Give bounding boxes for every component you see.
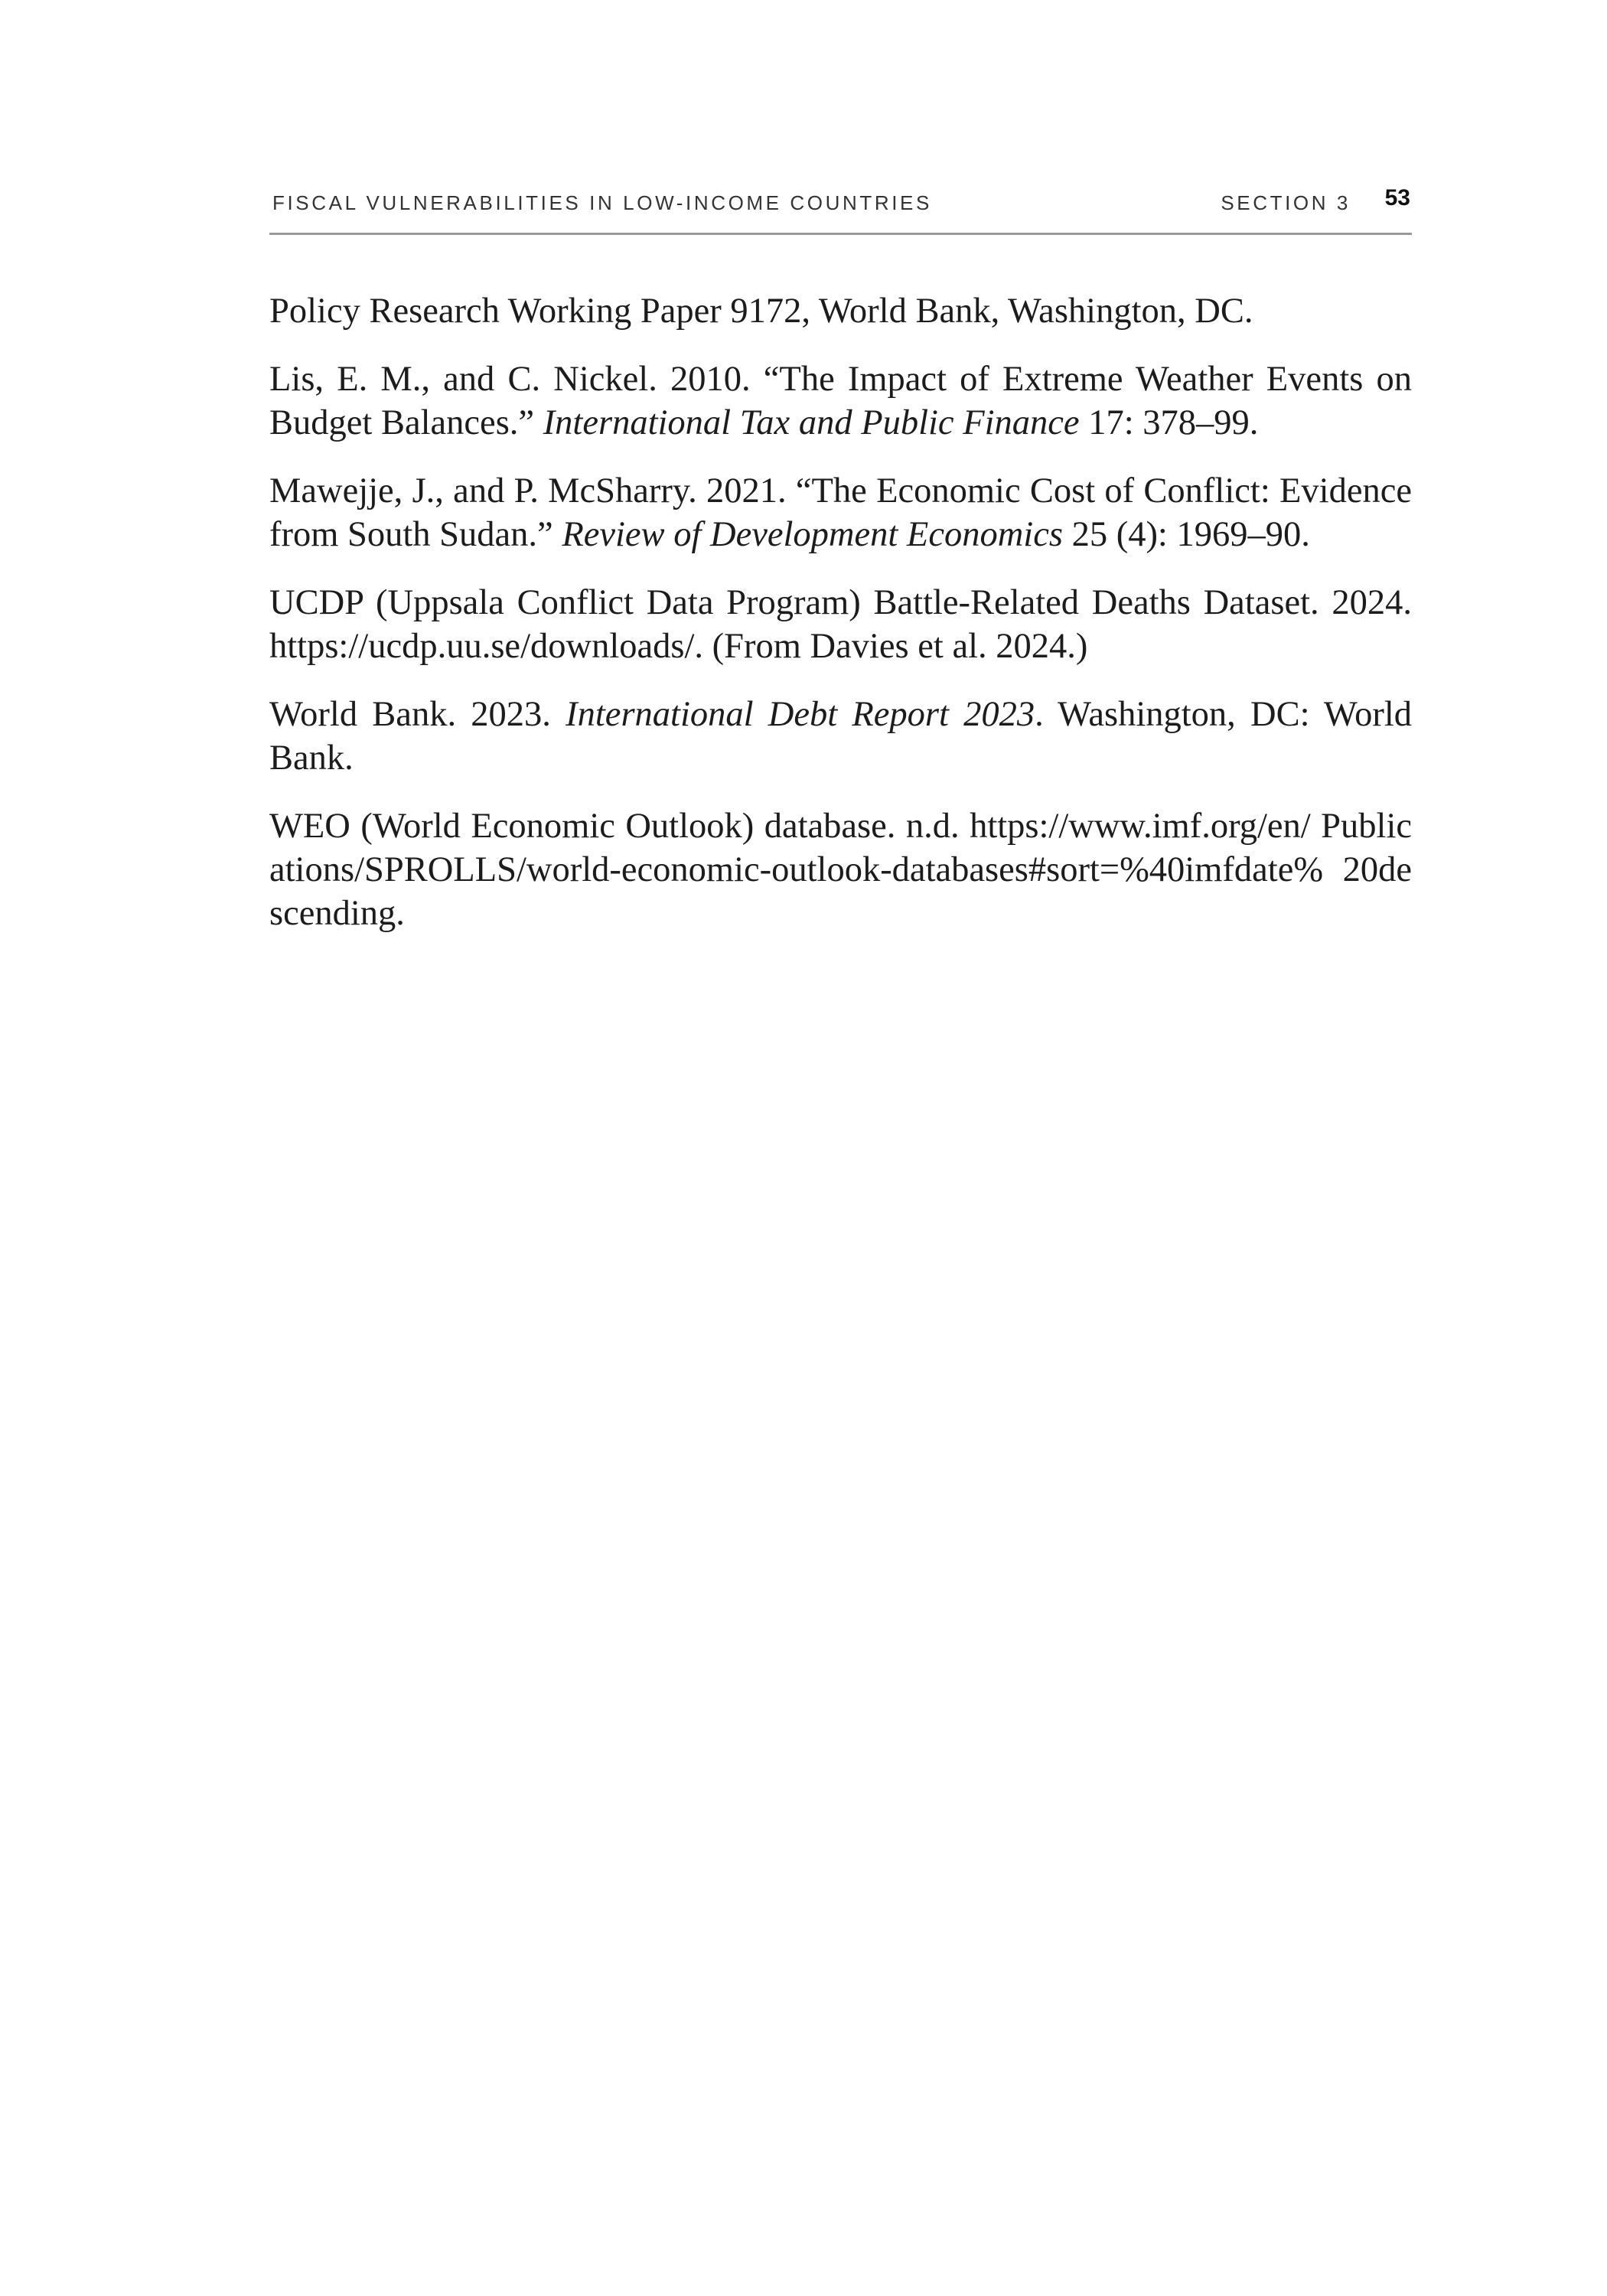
reference-entry — [269, 693, 1412, 780]
reference-entry — [269, 581, 1412, 668]
reference-report-title: International Debt Report 2023 — [566, 695, 1035, 734]
reference-journal-title: International Tax and Public Finance — [543, 403, 1080, 442]
reference-entry — [269, 469, 1412, 556]
reference-entry — [269, 289, 1412, 333]
reference-text: 17: 378–99. — [1079, 403, 1259, 442]
reference-text: . Washington, DC: World Bank. — [269, 695, 1412, 778]
reference-text: World Bank. 2023. — [269, 695, 566, 734]
running-header-section: SECTION 3 — [1221, 191, 1351, 214]
reference-text: 25 (4): 1969–90. — [1062, 515, 1310, 554]
reference-text: WEO (World Economic Outlook) database. n.d. https://www.imf.org/en/ Publications/SPROLLS/world-economic-outlook-databases#sort=%40imfdate% 20descending. — [269, 807, 1412, 933]
reference-entry — [269, 804, 1412, 935]
reference-text: Lis, E. M., and C. Nickel. 2010. “The Impact of Extreme Weather Events on Budget Balances.” — [269, 360, 1412, 442]
running-header — [269, 182, 1412, 235]
reference-entry — [269, 357, 1412, 445]
reference-text: UCDP (Uppsala Conflict Data Program) Battle-Related Deaths Dataset. 2024. https://ucdp.uu.se/downloads/. (From Davies et al. 2024.) — [269, 583, 1412, 666]
reference-text: Mawejje, J., and P. McSharry. 2021. “The Economic Cost of Conflict: Evidence from South Sudan.” — [269, 471, 1412, 554]
running-header-title: FISCAL VULNERABILITIES IN LOW-INCOME COUNTRIES — [272, 191, 932, 214]
page-number: 53 — [1384, 185, 1410, 210]
reference-list — [269, 289, 1412, 960]
reference-journal-title: Review of Development Economics — [562, 515, 1063, 554]
reference-text: Policy Research Working Paper 9172, World Bank, Washington, DC. — [269, 292, 1253, 331]
